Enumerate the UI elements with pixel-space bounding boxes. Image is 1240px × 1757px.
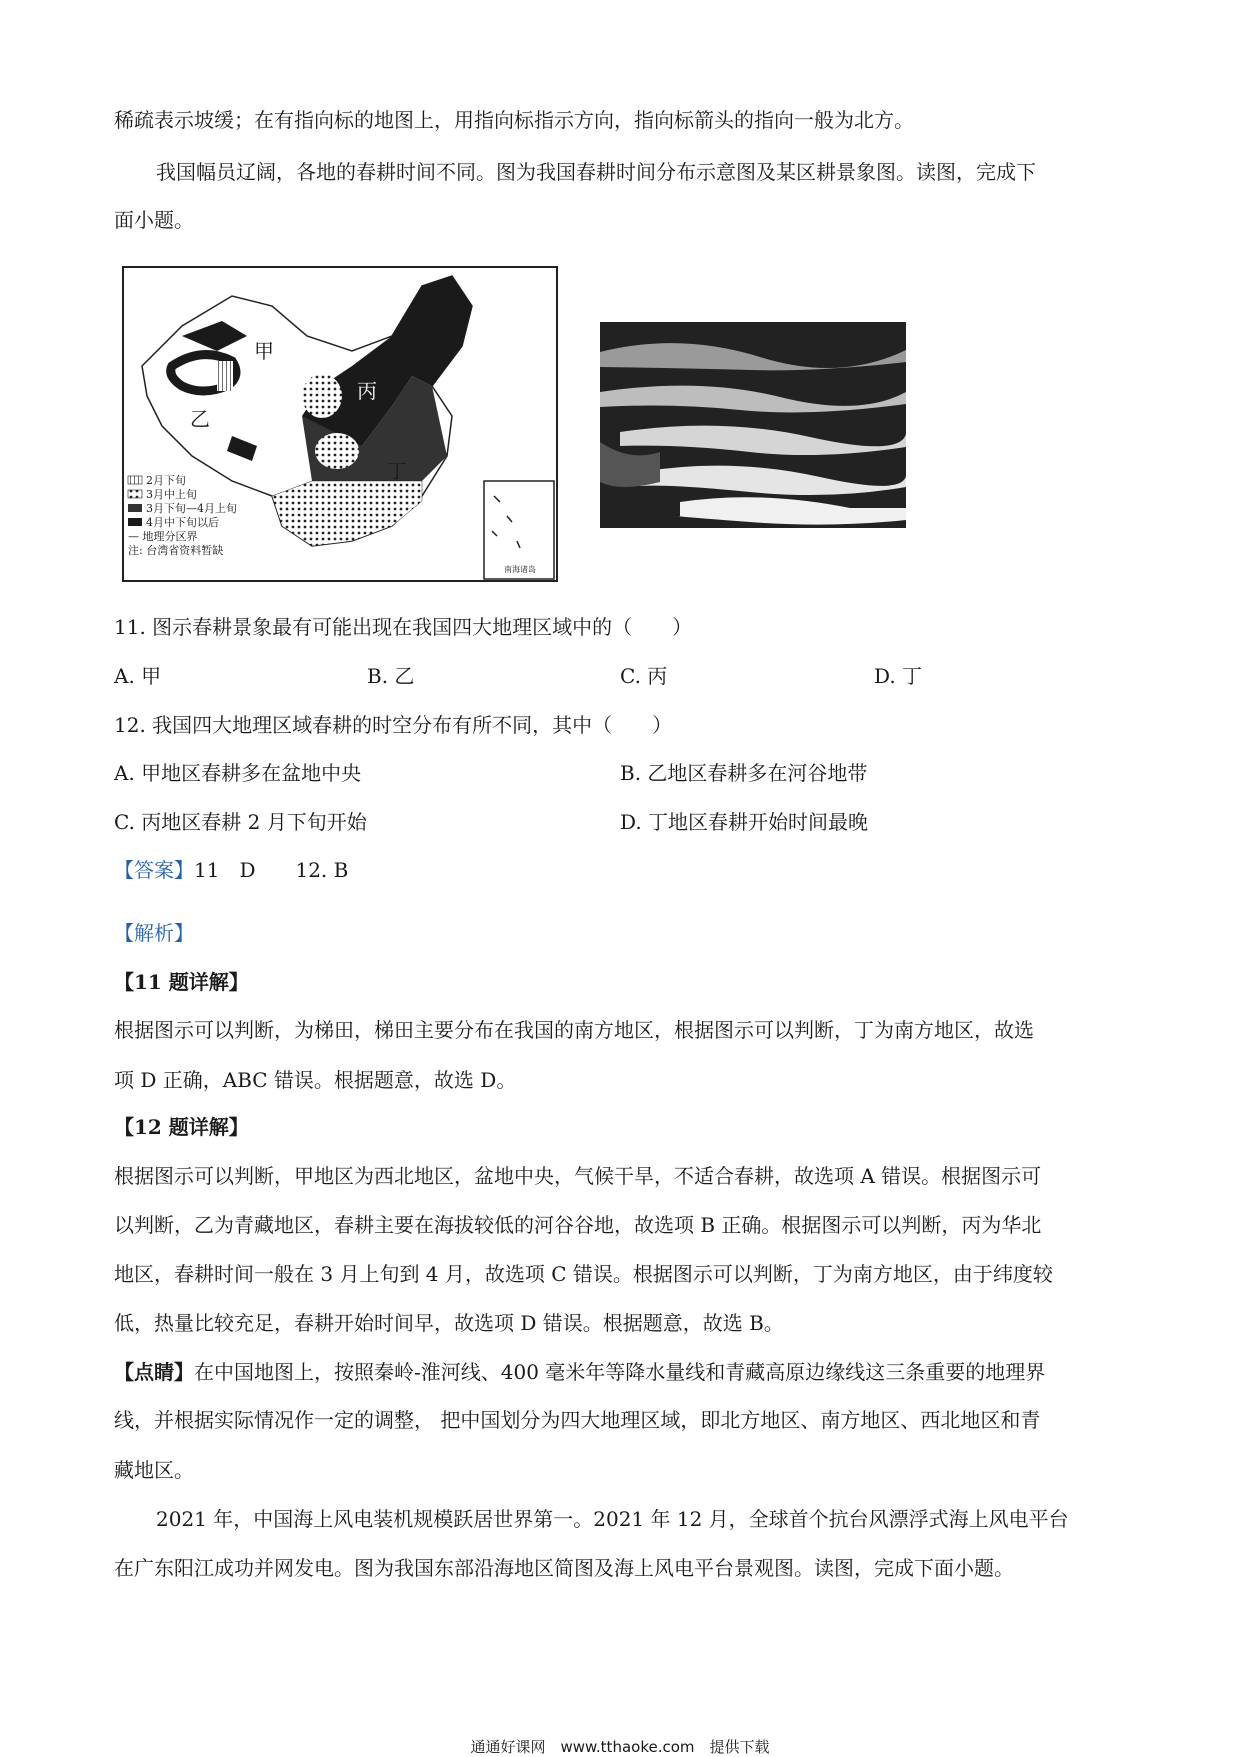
explanation-q12-line: 低，热量比较充足，春耕开始时间早，故选项 D 错误。根据题意，故选 B。 — [114, 1311, 784, 1335]
q11-option-a[interactable]: A. 甲 — [114, 664, 162, 688]
explanation-q11-line: 项 D 正确，ABC 错误。根据题意，故选 D。 — [114, 1068, 517, 1092]
region-label-yi: 乙 — [190, 407, 210, 431]
question-11: 11. 图示春耕景象最有可能出现在我国四大地理区域中的（ ） — [114, 615, 693, 639]
legend-march-april: 3月下旬—4月上旬 — [146, 502, 237, 515]
zone-mid-march-2 — [315, 433, 359, 469]
region-label-ding: 丁 — [387, 459, 407, 483]
tip-line: 藏地区。 — [114, 1458, 194, 1482]
analysis-tag: 【解析】 — [114, 921, 194, 945]
tip-line: 线，并根据实际情况作一定的调整， 把中国划分为四大地理区域，即北方地区、南方地区、西北地区和青 — [114, 1408, 1041, 1432]
passage-line: 我国幅员辽阔，各地的春耕时间不同。图为我国春耕时间分布示意图及某区耕景象图。读图，完成下 — [156, 160, 1036, 184]
explanation-q11-line: 根据图示可以判断，为梯田，梯田主要分布在我国的南方地区，根据图示可以判断，丁为南方地区，故选 — [114, 1018, 1034, 1042]
page-footer: 通通好课网 www.tthaoke.com 提供下载 — [470, 1738, 770, 1756]
tip-text: 在中国地图上，按照秦岭-淮河线、400 毫米年等降水量线和青藏高原边缘线这三条重要的地理界 — [194, 1360, 1046, 1384]
intro-continuation: 稀疏表示坡缓；在有指向标的地图上，用指向标指示方向，指向标箭头的指向一般为北方。 — [114, 108, 914, 132]
explanation-q12-line: 根据图示可以判断，甲地区为西北地区，盆地中央，气候干旱，不适合春耕，故选项 A 错误。根据图示可 — [114, 1164, 1042, 1188]
q12-option-c[interactable]: C. 丙地区春耕 2 月下旬开始 — [114, 810, 367, 834]
question-12: 12. 我国四大地理区域春耕的时空分布有所不同，其中（ ） — [114, 713, 673, 737]
explanation-q12-line: 以判断，乙为青藏地区，春耕主要在海拔较低的河谷谷地，故选项 B 正确。根据图示可以判断，丙为华北 — [114, 1213, 1042, 1237]
q11-option-c[interactable]: C. 丙 — [620, 664, 668, 688]
legend-note: 注: 台湾省资料暂缺 — [128, 544, 224, 557]
q12-option-d[interactable]: D. 丁地区春耕开始时间最晚 — [620, 810, 869, 834]
region-label-jia: 甲 — [254, 339, 274, 363]
tip-line — [114, 1362, 1045, 1382]
legend-late-feb: 2月下旬 — [146, 474, 186, 487]
q12-option-a[interactable]: A. 甲地区春耕多在盆地中央 — [114, 761, 362, 785]
heading-q11-detail: 【11 题详解】 — [114, 970, 249, 994]
q12-option-b[interactable]: B. 乙地区春耕多在河谷地带 — [620, 761, 868, 785]
legend-boundary: — 地理分区界 — [128, 530, 198, 543]
legend-late-april: 4月中下旬以后 — [146, 516, 219, 529]
explanation-q12-line: 地区，春耕时间一般在 3 月上旬到 4 月，故选项 C 错误。根据图示可以判断，丁为南方地区，由于纬度较 — [114, 1262, 1053, 1286]
inset-label: 南海诸岛 — [504, 565, 536, 574]
q11-option-b[interactable]: B. 乙 — [367, 664, 415, 688]
passage-line: 面小题。 — [114, 208, 194, 232]
region-label-bing: 丙 — [357, 379, 377, 403]
tip-tag: 【点睛】 — [114, 1360, 194, 1384]
q11-option-d[interactable]: D. 丁 — [874, 664, 923, 688]
answer-tag: 【答案】 — [114, 858, 194, 882]
passage-2-line: 在广东阳江成功并网发电。图为我国东部沿海地区简图及海上风电平台景观图。读图，完成下面小题。 — [114, 1556, 1014, 1580]
answer-text: 11 D 12. B — [194, 858, 349, 882]
legend-mid-march: 3月中上旬 — [146, 488, 197, 501]
spring-plowing-map — [122, 266, 558, 582]
passage-2-line: 2021 年，中国海上风电装机规模跃居世界第一。2021 年 12 月，全球首个抗台风漂浮式海上风电平台 — [156, 1507, 1069, 1531]
zone-mid-march-1 — [302, 374, 342, 418]
heading-q12-detail: 【12 题详解】 — [114, 1115, 249, 1139]
terrace-photo — [600, 322, 906, 528]
answer-line — [114, 860, 348, 880]
